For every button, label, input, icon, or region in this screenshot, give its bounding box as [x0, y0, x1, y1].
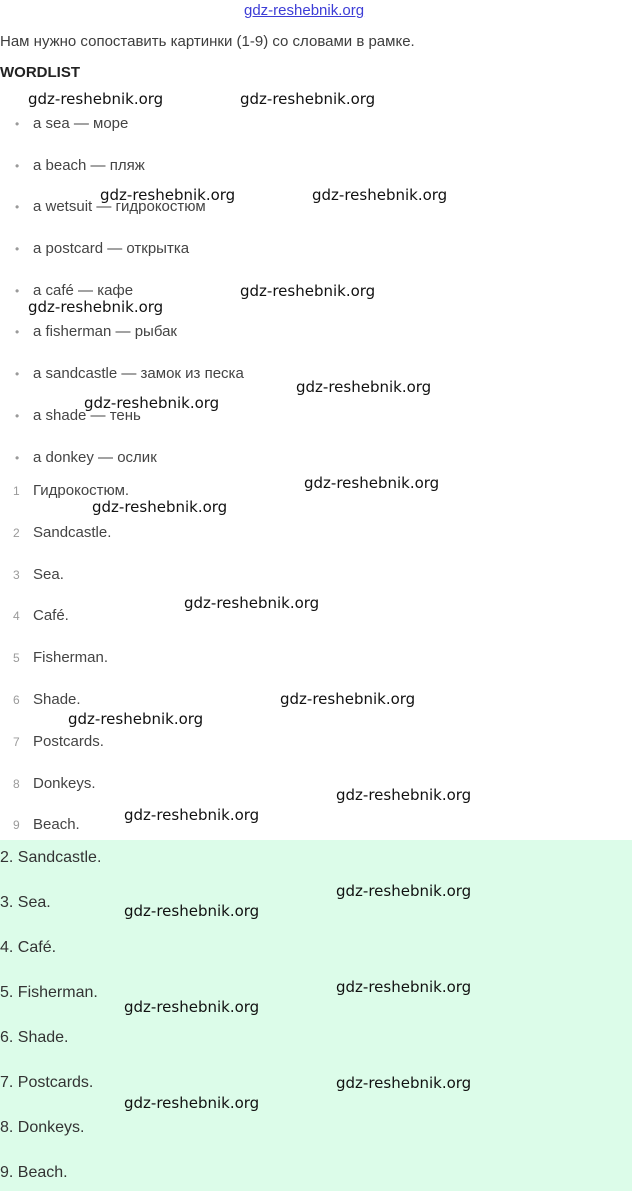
- bullet-icon: •: [15, 367, 20, 382]
- watermark: gdz-reshebnik.org: [336, 1074, 472, 1092]
- answer-item: [0, 605, 129, 647]
- solution-line: 8. Donkeys.: [0, 1119, 85, 1136]
- wordlist-item-text: a donkey — ослик: [33, 448, 157, 466]
- answer-number: 6: [13, 692, 20, 707]
- wordlist-item-text: a beach — пляж: [33, 156, 145, 174]
- bullet-icon: •: [15, 283, 20, 298]
- solution-line: 6. Shade.: [0, 1029, 69, 1046]
- solution-line: 7. Postcards.: [0, 1074, 94, 1091]
- answer-text: Гидрокостюм.: [33, 482, 130, 499]
- watermark: gdz-reshebnik.org: [100, 186, 236, 204]
- watermark: gdz-reshebnik.org: [28, 298, 164, 316]
- answer-item: [0, 564, 129, 606]
- wordlist-item: [0, 321, 244, 363]
- bullet-icon: •: [15, 158, 20, 173]
- watermark: gdz-reshebnik.org: [240, 90, 376, 108]
- answer-number: 1: [13, 484, 20, 498]
- bullet-icon: •: [15, 117, 20, 131]
- watermark: gdz-reshebnik.org: [84, 394, 220, 412]
- watermark: gdz-reshebnik.org: [92, 498, 228, 516]
- answer-item: [0, 731, 129, 773]
- watermark: gdz-reshebnik.org: [124, 806, 260, 824]
- wordlist-item-text: a fisherman — рыбак: [33, 323, 177, 341]
- wordlist-item-text: a wetsuit — гидрокостюм: [33, 198, 206, 216]
- wordlist-item: [0, 113, 244, 155]
- solution-line: 3. Sea.: [0, 894, 51, 911]
- answer-text: Fisherman.: [33, 649, 109, 667]
- answer-number: 9: [13, 818, 20, 833]
- answer-list: [0, 480, 129, 856]
- answer-text: Sandcastle.: [33, 523, 112, 541]
- watermark: gdz-reshebnik.org: [124, 1094, 260, 1112]
- bullet-icon: •: [15, 408, 20, 423]
- watermark: gdz-reshebnik.org: [304, 474, 440, 492]
- watermark: gdz-reshebnik.org: [280, 690, 416, 708]
- wordlist-item-text: a café — кафе: [33, 281, 134, 299]
- watermark: gdz-reshebnik.org: [296, 378, 432, 396]
- wordlist-item-text: a sea — море: [33, 115, 129, 132]
- answer-text: Postcards.: [33, 732, 104, 750]
- answer-number: 5: [13, 651, 20, 666]
- bullet-icon: •: [15, 325, 20, 340]
- watermark: gdz-reshebnik.org: [336, 882, 472, 900]
- bullet-icon: •: [15, 450, 20, 465]
- wordlist-heading: WORDLIST: [0, 64, 80, 81]
- bullet-icon: •: [15, 200, 20, 215]
- watermark: gdz-reshebnik.org: [68, 710, 204, 728]
- answer-number: 2: [13, 525, 20, 540]
- answer-text: Shade.: [33, 690, 81, 708]
- answer-text: Donkeys.: [33, 774, 96, 792]
- watermark: gdz-reshebnik.org: [336, 978, 472, 996]
- bullet-icon: •: [15, 242, 20, 257]
- answer-text: Café.: [33, 607, 69, 625]
- answer-number: 8: [13, 776, 20, 791]
- watermark: gdz-reshebnik.org: [28, 90, 164, 108]
- wordlist-item: [0, 238, 244, 280]
- solution-line: 4. Café.: [0, 939, 57, 956]
- watermark: gdz-reshebnik.org: [336, 786, 472, 804]
- answer-number: 4: [13, 609, 20, 624]
- watermark: gdz-reshebnik.org: [124, 902, 260, 920]
- answer-text: Sea.: [33, 565, 64, 583]
- solution-line: 2. Sandcastle.: [0, 849, 102, 866]
- wordlist-item-text: a shade — тень: [33, 406, 141, 424]
- watermark: gdz-reshebnik.org: [240, 282, 376, 300]
- wordlist-item-text: a sandcastle — замок из песка: [33, 365, 244, 383]
- answer-number: 3: [13, 567, 20, 582]
- watermark: gdz-reshebnik.org: [184, 594, 320, 612]
- answer-item: [0, 647, 129, 689]
- solution-block: [0, 840, 632, 1191]
- watermark: gdz-reshebnik.org: [312, 186, 448, 204]
- answer-number: 7: [13, 734, 20, 749]
- solution-line: 9. Beach.: [0, 1164, 68, 1181]
- answer-text: Beach.: [33, 816, 80, 834]
- answer-item: [0, 773, 129, 815]
- intro-text: Нам нужно сопоставить картинки (1-9) со словами в рамке.: [0, 33, 415, 50]
- answer-item: [0, 522, 129, 564]
- site-link[interactable]: gdz-reshebnik.org: [244, 2, 365, 19]
- watermark: gdz-reshebnik.org: [124, 998, 260, 1016]
- solution-line: 5. Fisherman.: [0, 984, 98, 1001]
- wordlist-item-text: a postcard — открытка: [33, 240, 190, 258]
